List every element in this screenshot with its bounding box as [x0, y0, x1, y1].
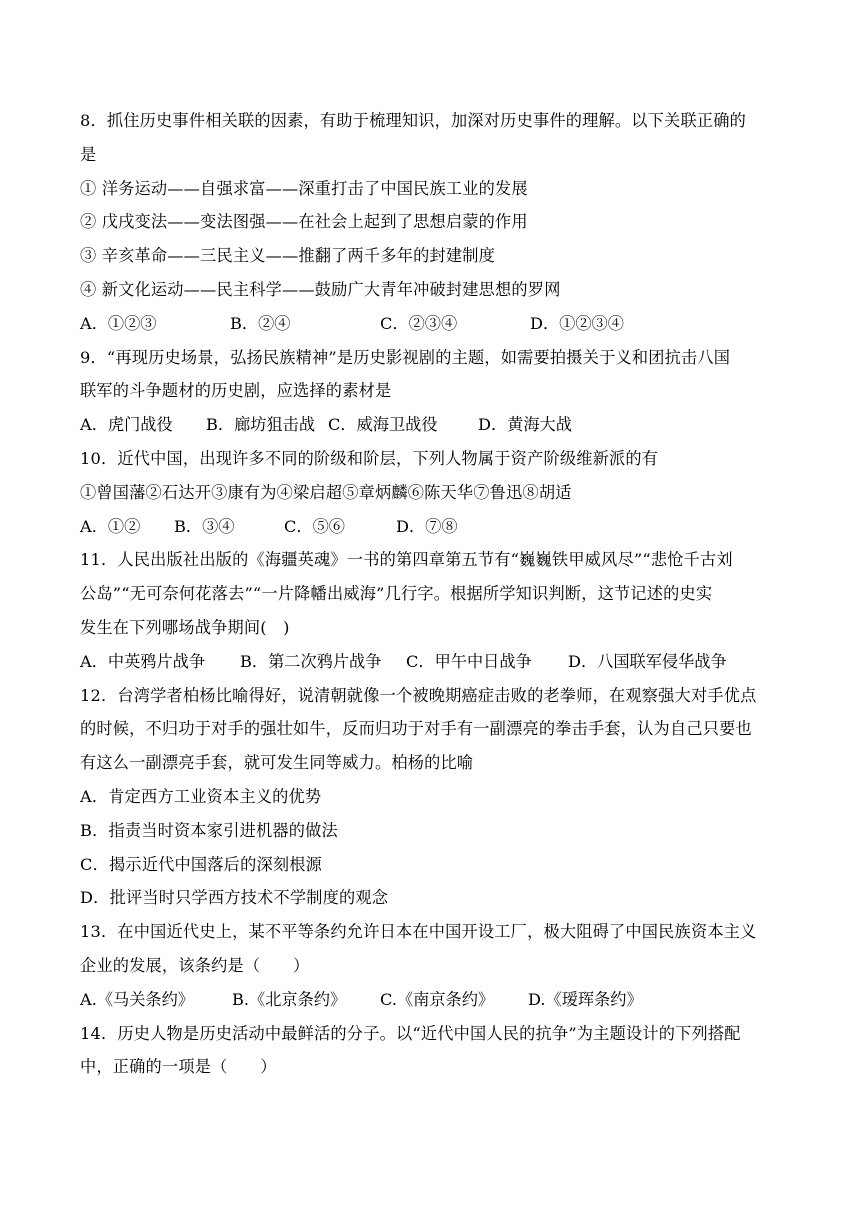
answer-options: [80, 307, 786, 341]
option-d: D．⑦⑧: [396, 516, 458, 536]
statement-item: ① 洋务运动——自强求富——深重打击了中国民族工业的发展: [80, 178, 528, 198]
option-a: A．肯定西方工业资本主义的优势: [80, 786, 322, 806]
questions-content: [80, 104, 786, 1084]
option-b: B．②④: [230, 313, 291, 333]
option-a: A．①②: [80, 516, 141, 536]
question-10: [80, 442, 786, 543]
question-stem: 中，正确的一项是（ ）: [80, 1057, 277, 1077]
option-a: A．虎门战役: [80, 415, 173, 435]
question-stem: 发生在下列哪场战争期间( ): [80, 617, 290, 637]
option-b: B．指责当时资本家引进机器的做法: [80, 820, 338, 840]
question-9: [80, 341, 786, 442]
question-stem: ①曾国藩②石达开③康有为④梁启超⑤章炳麟⑥陈天华⑦鲁迅⑧胡适: [80, 482, 572, 502]
statement-item: ② 戊戌变法——变法图强——在社会上起到了思想启蒙的作用: [80, 212, 528, 232]
question-14: [80, 1017, 786, 1085]
question-stem: 10．近代中国，出现许多不同的阶级和阶层，下列人物属于资产阶级维新派的有: [80, 448, 659, 468]
question-13: [80, 915, 786, 1016]
question-8: [80, 104, 786, 341]
option-d: D．①②③④: [530, 313, 624, 333]
option-a: A．中英鸦片战争: [80, 651, 206, 671]
option-c: C．⑤⑥: [284, 516, 345, 536]
question-11: [80, 543, 786, 678]
answer-options: [80, 510, 786, 544]
question-12: [80, 679, 786, 916]
option-c: C．甲午中日战争: [406, 651, 532, 671]
option-c: C．威海卫战役: [328, 415, 438, 435]
question-stem: 企业的发展，该条约是（ ）: [80, 955, 310, 975]
question-stem: 的时候，不归功于对手的强壮如牛，反而归功于对手有一副漂亮的拳击手套，认为自己只要也: [80, 719, 752, 739]
question-stem: 14．历史人物是历史活动中最鲜活的分子。以“近代中国人民的抗争”为主题设计的下列搭配: [80, 1023, 741, 1043]
option-c: C．揭示近代中国落后的深刻根源: [80, 854, 323, 874]
question-stem: 公岛”“无可奈何花落去”“一片降幡出威海”几行字。根据所学知识判断，这节记述的史实: [80, 584, 713, 604]
option-d: D.《瑷珲条约》: [528, 989, 643, 1009]
option-b: B．第二次鸦片战争: [240, 651, 382, 671]
question-stem: 9．“再现历史场景，弘扬民族精神”是历史影视剧的主题，如需要拍摄关于义和团抗击八国: [80, 347, 731, 367]
question-stem: 是: [80, 144, 97, 164]
option-b: B.《北京条约》: [232, 989, 347, 1009]
answer-options: [80, 645, 786, 679]
option-c: C.《南京条约》: [380, 989, 495, 1009]
question-stem: 8．抓住历史事件相关联的因素，有助于梳理知识，加深对历史事件的理解。以下关联正确的: [80, 111, 746, 130]
option-c: C．②③④: [380, 313, 458, 333]
option-a: A.《马关条约》: [80, 989, 194, 1009]
answer-options: [80, 408, 786, 442]
answer-options: [80, 983, 786, 1017]
option-d: D．八国联军侵华战争: [568, 651, 727, 671]
option-d: D．黄海大战: [478, 415, 572, 435]
question-stem: 有这么一副漂亮手套，就可发生同等威力。柏杨的比喻: [80, 753, 474, 773]
option-b: B．③④: [174, 516, 235, 536]
question-stem: 12．台湾学者柏杨比喻得好，说清朝就像一个被晚期癌症击败的老拳师，在观察强大对手优点: [80, 685, 757, 705]
question-stem: 联军的斗争题材的历史剧，应选择的素材是: [80, 381, 392, 401]
question-stem: 11．人民出版社出版的《海疆英魂》一书的第四章第五节有“巍巍铁甲威风尽”“悲怆千古刘: [80, 550, 733, 570]
statement-item: ③ 辛亥革命——三民主义——推翻了两千多年的封建制度: [80, 246, 496, 266]
option-d: D．批评当时只学西方技术不学制度的观念: [80, 888, 389, 908]
question-stem: 13．在中国近代史上，某不平等条约允许日本在中国开设工厂，极大阻碍了中国民族资本主义: [80, 922, 757, 942]
option-a: A．①②③: [80, 313, 157, 333]
option-b: B．廊坊狙击战: [206, 415, 316, 435]
statement-item: ④ 新文化运动——民主科学——鼓励广大青年冲破封建思想的罗网: [80, 279, 561, 299]
